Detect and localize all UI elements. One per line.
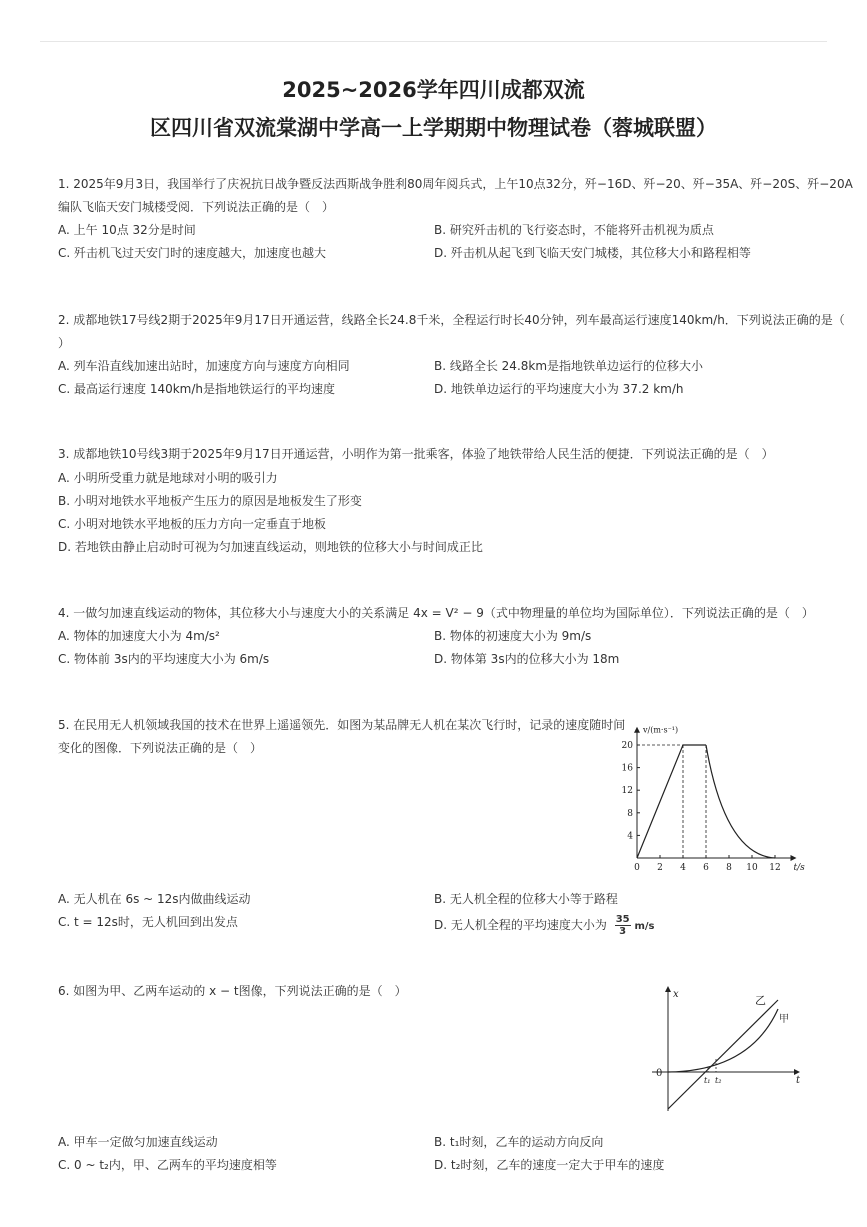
question-3-option-b: B. 小明对地铁水平地板产生压力的原因是地板发生了形变	[58, 494, 362, 508]
question-5-option-c: C. t = 12s时，无人机回到出发点	[58, 915, 238, 929]
y-axis-label: v/(m·s⁻¹)	[643, 725, 679, 735]
series-label-jia: 甲	[779, 1014, 789, 1025]
x-tick-label: 2	[657, 863, 663, 873]
page-title-line-2: 区四川省双流棠湖中学高一上学期期中物理试卷（蓉城联盟）	[150, 116, 717, 140]
x-tick-label-t1: t₁	[704, 1076, 711, 1085]
y-tick-label: 20	[621, 741, 633, 751]
question-5-option-d	[434, 914, 654, 937]
x-axis-label: t	[796, 1075, 801, 1086]
question-4-option-c: C. 物体前 3s内的平均速度大小为 6m/s	[58, 652, 270, 666]
question-2-stem-line-2: ）	[58, 336, 71, 350]
position-time-chart	[650, 985, 810, 1115]
series-yi-line	[668, 1000, 778, 1109]
x-axis-arrow	[791, 855, 797, 861]
question-6-option-c: C. 0 ~ t₂内，甲、乙两车的平均速度相等	[58, 1158, 277, 1172]
x-tick-label-t2: t₂	[715, 1076, 722, 1085]
top-divider	[40, 41, 827, 42]
y-tick-label: 12	[621, 786, 633, 797]
question-3-option-c: C. 小明对地铁水平地板的压力方向一定垂直于地板	[58, 517, 327, 531]
y-tick-label: 8	[627, 808, 633, 819]
question-4-stem: 4. 一做匀加速直线运动的物体，其位移大小与速度大小的关系满足 4x = V² − 9（式中物理量的单位均为国际单位）．下列说法正确的是（ ）	[58, 606, 814, 620]
x-axis-label: t/s	[793, 863, 805, 873]
question-4-option-a: A. 物体的加速度大小为 4m/s²	[58, 629, 220, 643]
question-3-option-d: D. 若地铁由静止启动时可视为匀加速直线运动，则地铁的位移大小与时间成正比	[58, 540, 483, 554]
question-1-option-b: B. 研究歼击机的飞行姿态时，不能将歼击机视为质点	[434, 223, 714, 237]
x-tick-label: 0	[634, 863, 640, 873]
question-5-option-a: A. 无人机在 6s ~ 12s内做曲线运动	[58, 892, 251, 906]
question-2-option-a: A. 列车沿直线加速出站时，加速度方向与速度方向相同	[58, 359, 350, 373]
question-5-option-d-text: D. 无人机全程的平均速度大小为	[434, 918, 607, 932]
question-5-option-b: B. 无人机全程的位移大小等于路程	[434, 892, 618, 906]
fraction-numerator: 35	[615, 914, 630, 925]
question-3-stem: 3. 成都地铁10号线3期于2025年9月17日开通运营，小明作为第一批乘客，体验了地铁带给人民生活的便捷．下列说法正确的是（ ）	[58, 447, 774, 461]
question-2-option-d: D. 地铁单边运行的平均速度大小为 37.2 km/h	[434, 382, 684, 396]
question-3-option-a: A. 小明所受重力就是地球对小明的吸引力	[58, 471, 278, 485]
y-axis-arrow	[634, 727, 640, 733]
page-title-line-1: 2025~2026学年四川成都双流	[282, 78, 585, 102]
question-5-stem-line-2: 变化的图像．下列说法正确的是（ ）	[58, 741, 263, 755]
question-4-option-b: B. 物体的初速度大小为 9m/s	[434, 629, 592, 643]
question-5-stem-line-1: 5. 在民用无人机领域我国的技术在世界上遥遥领先．如图为某品牌无人机在某次飞行时，记录的速度随时间	[58, 718, 626, 732]
y-tick-label: 16	[621, 763, 633, 774]
fraction-denominator: 3	[619, 926, 627, 937]
series-jia-curve	[668, 1009, 778, 1072]
y-axis-label: x	[673, 989, 679, 1000]
question-4-option-d: D. 物体第 3s内的位移大小为 18m	[434, 652, 620, 666]
fraction	[615, 914, 631, 937]
question-6-option-d: D. t₂时刻，乙车的速度一定大于甲车的速度	[434, 1158, 665, 1172]
series-label-yi: 乙	[755, 994, 766, 1007]
velocity-segment-linear	[637, 745, 683, 858]
y-axis-arrow	[665, 986, 671, 992]
question-6-option-b: B. t₁时刻，乙车的运动方向反向	[434, 1135, 604, 1149]
velocity-curve-decelerating	[706, 745, 775, 858]
y-tick-label: 4	[627, 831, 633, 842]
question-2-option-b: B. 线路全长 24.8km是指地铁单边运行的位移大小	[434, 359, 704, 373]
x-tick-label: 6	[703, 863, 709, 873]
question-1-stem-line-1: 1. 2025年9月3日，我国举行了庆祝抗日战争暨反法西斯战争胜利80周年阅兵式，上午10点32分，歼−16D、歼−20、歼−35A、歼−20S、歼−20A	[58, 177, 853, 191]
question-1-option-c: C. 歼击机飞过天安门时的速度越大，加速度也越大	[58, 246, 327, 260]
question-1-option-d: D. 歼击机从起飞到飞临天安门城楼，其位移大小和路程相等	[434, 246, 751, 260]
question-6-option-a: A. 甲车一定做匀加速直线运动	[58, 1135, 218, 1149]
x-tick-label: 4	[680, 863, 686, 873]
x-tick-label: 12	[769, 863, 781, 873]
question-1-stem-line-2: 编队飞临天安门城楼受阅．下列说法正确的是（ ）	[58, 200, 335, 214]
question-2-stem-line-1: 2. 成都地铁17号线2期于2025年9月17日开通运营，线路全长24.8千米，全程运行时长40分钟，列车最高运行速度140km/h．下列说法正确的是（	[58, 313, 845, 327]
x-tick-label: 8	[726, 863, 732, 873]
velocity-time-chart	[612, 716, 817, 876]
question-6-stem: 6. 如图为甲、乙两车运动的 x − t图像，下列说法正确的是（ ）	[58, 984, 407, 998]
question-1-option-a: A. 上午 10点 32分是时间	[58, 223, 196, 237]
question-2-option-c: C. 最高运行速度 140km/h是指地铁运行的平均速度	[58, 382, 336, 396]
fraction-unit: m/s	[634, 921, 655, 932]
x-tick-label: 10	[746, 863, 758, 873]
origin-label: 0	[656, 1068, 663, 1079]
